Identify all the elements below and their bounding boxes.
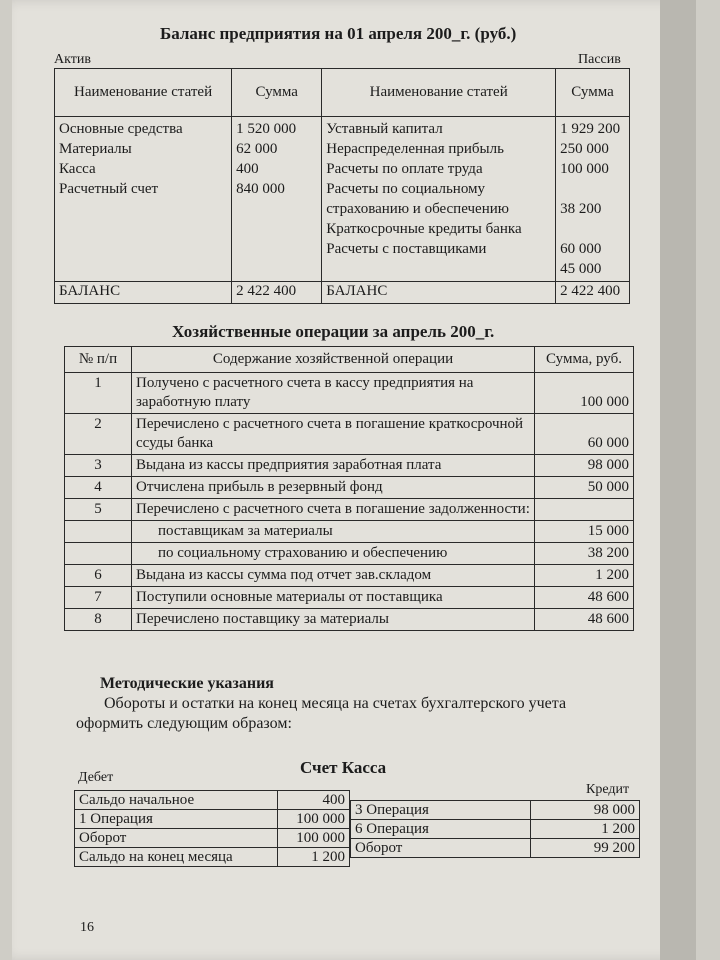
col-sum-header: Сумма (232, 69, 322, 117)
debit-table (74, 790, 350, 867)
debit-row-sum: 100 000 (277, 829, 349, 848)
liability-name: Краткосрочные кредиты банка (326, 221, 522, 237)
operation-row (65, 521, 634, 543)
col-sum-right-header: Сумма (556, 69, 630, 117)
asset-name: Материалы (59, 141, 132, 157)
operation-text: Перечислено с расчетного счета в погашение краткосрочной ссуды банка (132, 414, 535, 455)
operation-text: Перечислено с расчетного счета в погашение задолженности: (132, 499, 535, 521)
credit-row (351, 839, 640, 858)
operation-text: Поступили основные материалы от поставщика (132, 587, 535, 609)
operation-row (65, 543, 634, 565)
total-liabilities: 2 422 400 (556, 282, 630, 304)
operation-no: 7 (65, 587, 132, 609)
total-label: БАЛАНС (55, 282, 232, 304)
operation-no: 1 (65, 373, 132, 414)
operations-table (64, 346, 634, 631)
credit-row (351, 820, 640, 839)
credit-row-sum: 1 200 (530, 820, 639, 839)
asset-names (55, 117, 232, 282)
asset-name: Касса (59, 161, 96, 177)
col-items-header: Наименование статей (55, 69, 232, 117)
debit-row-label: Сальдо начальное (75, 791, 278, 810)
liability-names (322, 117, 556, 282)
operation-no: 5 (65, 499, 132, 521)
operation-text: Отчислена прибыль в резервный фонд (132, 477, 535, 499)
credit-row-sum: 98 000 (530, 801, 639, 820)
liability-sum: 250 000 (560, 141, 609, 157)
asset-sum: 1 520 000 (236, 121, 297, 137)
operation-text: Получено с расчетного счета в кассу предприятия на заработную плату (132, 373, 535, 414)
liability-name: Нераспределенная прибыль (326, 141, 504, 157)
operation-no: 8 (65, 609, 132, 631)
asset-sum: 400 (236, 161, 259, 177)
debit-label: Дебет (78, 770, 114, 785)
asset-name: Основные средства (59, 121, 183, 137)
operation-row (65, 609, 634, 631)
credit-row-sum: 99 200 (530, 839, 639, 858)
asset-sum: 62 000 (236, 141, 278, 157)
page-number: 16 (80, 920, 94, 935)
operation-sum: 48 600 (535, 609, 634, 631)
account-title: Счет Касса (300, 758, 387, 777)
operation-row (65, 373, 634, 414)
operation-sum: 60 000 (535, 414, 634, 455)
liability-sum: 60 000 (560, 241, 602, 257)
operation-row (65, 414, 634, 455)
operation-no: 6 (65, 565, 132, 587)
operation-row (65, 587, 634, 609)
operation-sum: 50 000 (535, 477, 634, 499)
credit-label: Кредит (586, 782, 630, 797)
debit-row (75, 810, 350, 829)
col-content-header: Содержание хозяйственной операции (132, 347, 535, 373)
operation-row (65, 499, 634, 521)
operation-no (65, 521, 132, 543)
liability-sum: 100 000 (560, 161, 609, 177)
operation-sum: 100 000 (535, 373, 634, 414)
operation-text: поставщикам за материалы (132, 521, 535, 543)
credit-row-label: 3 Операция (351, 801, 531, 820)
operation-no (65, 543, 132, 565)
book-spine (660, 0, 696, 960)
assets-label: Актив (54, 52, 91, 67)
operation-text: Перечислено поставщику за материалы (132, 609, 535, 631)
operation-no: 2 (65, 414, 132, 455)
operation-sum: 38 200 (535, 543, 634, 565)
operation-sum: 1 200 (535, 565, 634, 587)
operation-no: 3 (65, 455, 132, 477)
balance-title: Баланс предприятия на 01 апреля 200_г. (руб.) (160, 24, 517, 43)
debit-row (75, 791, 350, 810)
book-page (12, 0, 696, 960)
credit-row (351, 801, 640, 820)
operation-sum: 98 000 (535, 455, 634, 477)
operation-sum: 48 600 (535, 587, 634, 609)
liability-name: Расчеты по социальному страхованию и обеспечению (326, 181, 509, 217)
debit-row-sum: 100 000 (277, 810, 349, 829)
operation-row (65, 565, 634, 587)
credit-table (350, 800, 640, 858)
debit-row (75, 829, 350, 848)
operations-title: Хозяйственные операции за апрель 200_г. (172, 322, 495, 341)
debit-row-sum: 400 (277, 791, 349, 810)
balance-table (54, 68, 630, 304)
credit-row-label: 6 Операция (351, 820, 531, 839)
operation-text: Выдана из кассы предприятия заработная плата (132, 455, 535, 477)
liabilities-label: Пассив (578, 52, 621, 67)
liability-name: Уставный капитал (326, 121, 443, 137)
operation-text: по социальному страхованию и обеспечению (132, 543, 535, 565)
col-sum-header: Сумма, руб. (535, 347, 634, 373)
credit-row-label: Оборот (351, 839, 531, 858)
debit-row-sum: 1 200 (277, 848, 349, 867)
debit-row-label: Сальдо на конец месяца (75, 848, 278, 867)
asset-sum: 840 000 (236, 181, 285, 197)
guidelines-heading: Методические указания (100, 675, 274, 692)
operation-sum (535, 499, 634, 521)
operation-text: Выдана из кассы сумма под отчет зав.складом (132, 565, 535, 587)
debit-row-label: 1 Операция (75, 810, 278, 829)
asset-sums (232, 117, 322, 282)
total-assets: 2 422 400 (232, 282, 322, 304)
operation-sum: 15 000 (535, 521, 634, 543)
liability-name: Расчеты по оплате труда (326, 161, 483, 177)
debit-row-label: Оборот (75, 829, 278, 848)
operation-row (65, 477, 634, 499)
operation-no: 4 (65, 477, 132, 499)
col-items-right-header: Наименование статей (322, 69, 556, 117)
total-label-right: БАЛАНС (322, 282, 556, 304)
debit-row (75, 848, 350, 867)
asset-name: Расчетный счет (59, 181, 159, 197)
guidelines-text: Обороты и остатки на конец месяца на счетах бухгалтерского учета оформить следующим образом: (76, 695, 567, 732)
liability-sums (556, 117, 630, 282)
liability-sum: 38 200 (560, 201, 602, 217)
liability-sum: 1 929 200 (560, 121, 621, 137)
operation-row (65, 455, 634, 477)
col-no-header: № п/п (65, 347, 132, 373)
liability-sum: 45 000 (560, 261, 602, 277)
liability-name: Расчеты с поставщиками (326, 241, 487, 257)
